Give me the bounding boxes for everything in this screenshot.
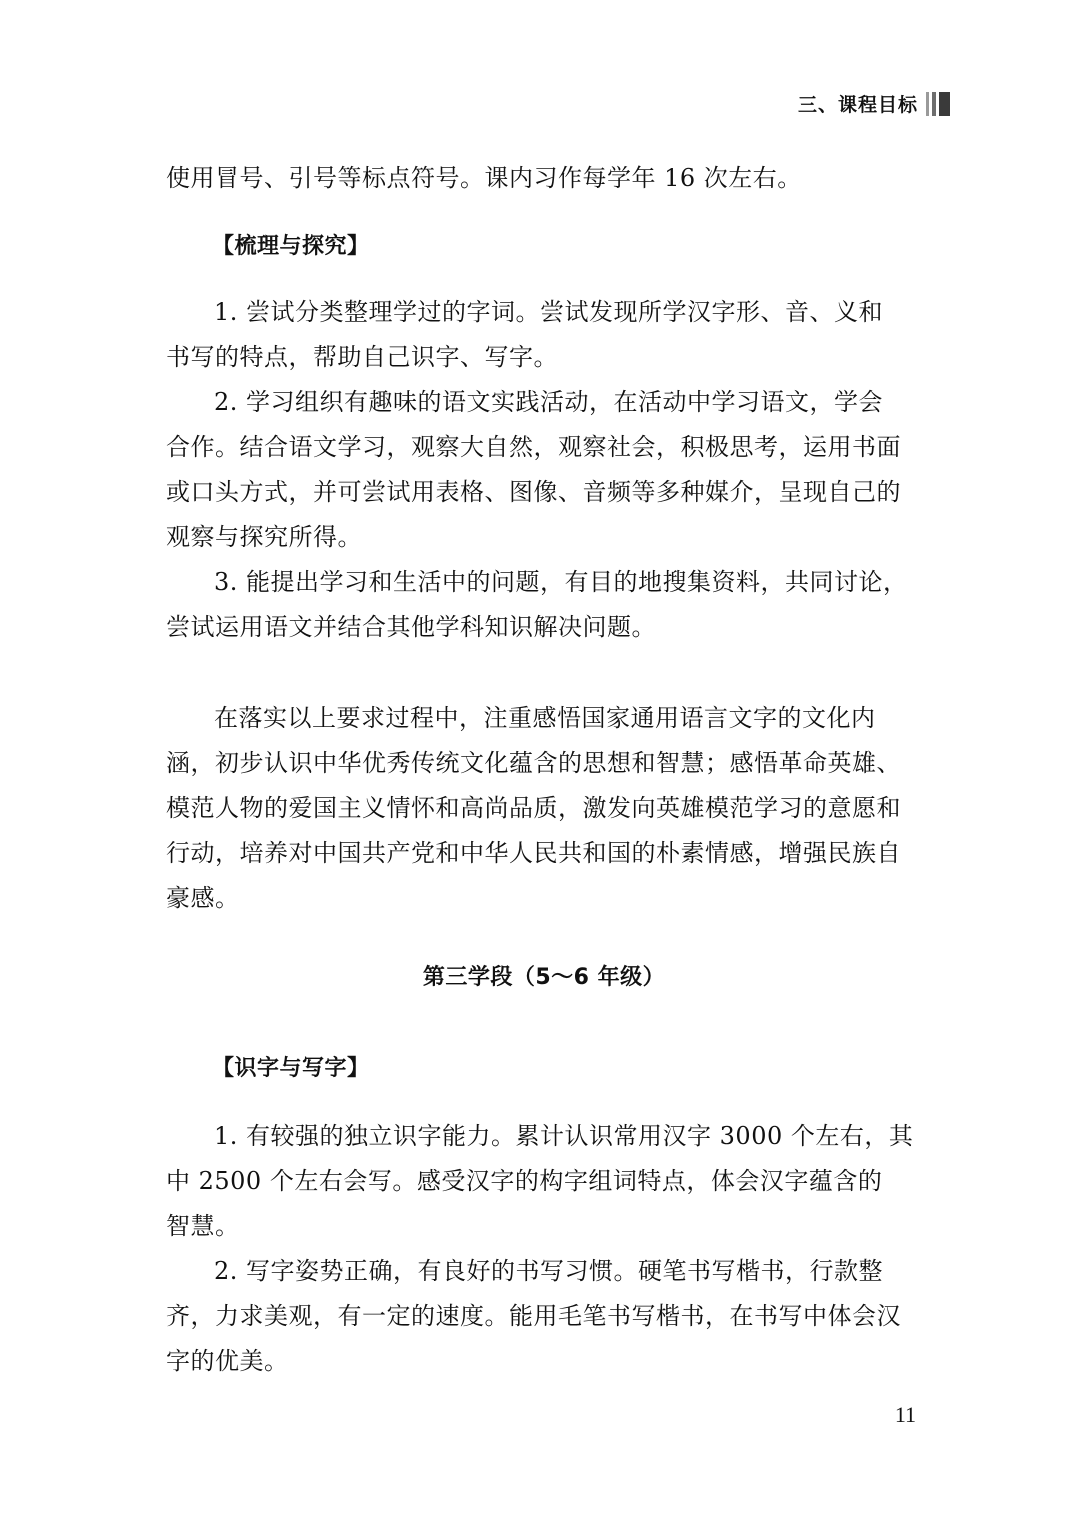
paragraph-line: 合作。结合语文学习，观察大自然，观察社会，积极思考，运用书面	[166, 433, 901, 461]
sort-item-2	[166, 380, 922, 560]
paragraph-line: 齐，力求美观，有一定的速度。能用毛笔书写楷书，在书写中体会汉	[166, 1302, 901, 1330]
paragraph-line: 书写的特点，帮助自己识字、写字。	[166, 343, 558, 371]
paragraph-line: 1. 尝试分类整理学过的字词。尝试发现所学汉字形、音、义和	[214, 298, 884, 326]
paragraph-line: 在落实以上要求过程中，注重感悟国家通用语言文字的文化内	[214, 704, 876, 732]
page-body	[166, 156, 922, 1384]
intro-line: 使用冒号、引号等标点符号。课内习作每学年 16 次左右。	[166, 164, 802, 192]
summary-paragraph	[166, 696, 922, 921]
header-bar-thin	[926, 92, 929, 116]
paragraph-line: 中 2500 个左右会写。感受汉字的构字组词特点，体会汉字蕴含的	[166, 1167, 883, 1195]
paragraph-line: 字的优美。	[166, 1347, 289, 1375]
paragraph-line: 豪感。	[166, 884, 240, 912]
header-bars-decoration	[926, 92, 950, 116]
literacy-heading: 【识字与写字】	[212, 1056, 370, 1081]
paragraph-line: 涵，初步认识中华优秀传统文化蕴含的思想和智慧；感悟革命英雄、	[166, 749, 901, 777]
stage-title: 第三学段（5～6 年级）	[422, 965, 666, 990]
paragraph-line: 或口头方式，并可尝试用表格、图像、音频等多种媒介，呈现自己的	[166, 478, 901, 506]
section-title-header: 三、课程目标	[797, 94, 918, 116]
running-header	[798, 90, 950, 117]
paragraph-line: 2. 学习组织有趣味的语文实践活动，在活动中学习语文，学会	[214, 388, 884, 416]
paragraph-line: 尝试运用语文并结合其他学科知识解决问题。	[166, 613, 656, 641]
header-bar-medium	[932, 92, 936, 116]
paragraph-line: 1. 有较强的独立识字能力。累计认识常用汉字 3000 个左右，其	[214, 1122, 914, 1150]
literacy-item-1	[166, 1114, 922, 1249]
paragraph-line: 3. 能提出学习和生活中的问题，有目的地搜集资料，共同讨论，	[214, 568, 908, 596]
paragraph-line: 模范人物的爱国主义情怀和高尚品质，激发向英雄模范学习的意愿和	[166, 794, 901, 822]
literacy-item-2	[166, 1249, 922, 1384]
page-number: 11	[894, 1402, 916, 1427]
sort-item-1	[166, 290, 922, 380]
paragraph-line: 观察与探究所得。	[166, 523, 362, 551]
sort-explore-heading: 【梳理与探究】	[212, 234, 370, 259]
paragraph-line: 行动，培养对中国共产党和中华人民共和国的朴素情感，增强民族自	[166, 839, 901, 867]
paragraph-line: 智慧。	[166, 1212, 240, 1240]
paragraph-line: 2. 写字姿势正确，有良好的书写习惯。硬笔书写楷书，行款整	[214, 1257, 884, 1285]
header-bar-thick	[939, 92, 950, 116]
sort-item-3	[166, 560, 922, 650]
